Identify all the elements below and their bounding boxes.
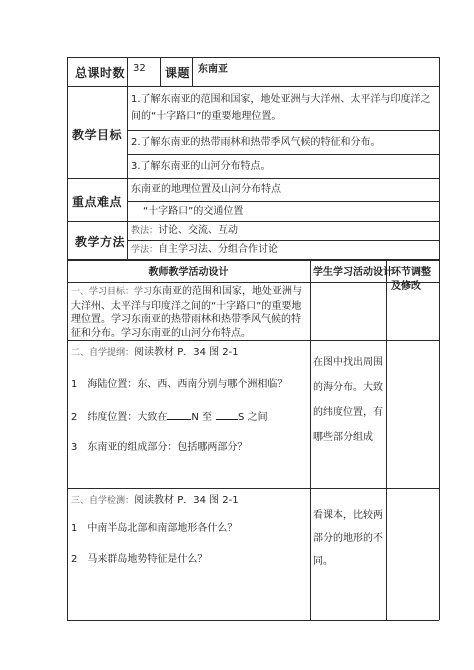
section2-student: 在图中找出周围的海分布。大致的纬度位置，有哪些部分组成	[313, 357, 383, 443]
goal-item-3: 3.了解东南亚的山河分布特点。	[131, 161, 271, 172]
col-adjust-header: 环节调整及修改	[391, 267, 431, 292]
method-learn-value: 自主学习法、分组合作讨论	[158, 244, 279, 255]
hours-label: 总课时数	[75, 66, 126, 80]
goal-item-1: 1.了解东南亚的范围和国家，地处亚洲与大洋州、太平洋与印度洋之间的“十字路口”的重要地理位置。	[131, 94, 431, 122]
section2-q2-b: N 至	[191, 412, 213, 423]
method-learn-prefix: 学法：	[131, 245, 159, 255]
section1-text	[71, 285, 307, 340]
keypoint-item-2: “十字路口”的交通位置	[143, 206, 244, 217]
section2-q2-a: 2 纬度位置：大致在	[71, 412, 168, 423]
topic-value: 东南亚	[198, 64, 228, 75]
col-student-header: 学生学习活动设计	[313, 267, 393, 278]
goals-label: 教学目标	[72, 128, 123, 142]
section3-prefix: 三、自学检测：	[71, 496, 135, 506]
section1-prefix: 一、学习目标：学习	[71, 287, 153, 297]
hours-value: 32	[133, 63, 146, 74]
method-teach-value: 讨论、交流、互动	[158, 225, 239, 236]
section2-heading	[71, 346, 239, 360]
col-teacher-header: 教师教学活动设计	[148, 267, 229, 278]
section2-title: 阅读教材 P．34 图 2-1	[134, 347, 239, 358]
lat-south-blank	[216, 410, 238, 420]
topic-label: 课题	[165, 66, 191, 80]
methods-label: 教学方法	[75, 235, 126, 249]
keypoint-item-1: 东南亚的地理位置及山河分布特点	[131, 184, 281, 195]
goal-item-2: 2.了解东南亚的热带雨林和热带季风气候的特征和分布。	[131, 137, 381, 148]
section2-prefix: 二、自学提纲：	[71, 348, 135, 358]
section2-q2-c: S 之间	[238, 412, 268, 423]
keypoints-label: 重点难点	[72, 195, 123, 209]
section3-heading	[71, 494, 239, 508]
section2-q2	[71, 410, 268, 425]
section1-body: 东南亚的范围和国家，地处亚洲与大洋州、太平洋与印度洋之间的“十字路口”的重要地理位置。学习东南亚的热带雨林和热带季风气候的特征和分布。学习东南亚的山河分布特点。	[71, 286, 303, 339]
lat-north-blank	[167, 410, 191, 420]
method-teach	[131, 224, 238, 238]
section3-q2: 2 马来群岛地势特征是什么？	[71, 554, 208, 565]
method-learn	[131, 243, 278, 257]
section3-student: 看课本，比较两部分的地形的不同。	[313, 510, 383, 567]
section3-title: 阅读教材 P．34 图 2-1	[134, 495, 239, 506]
section3-q1: 1 中南半岛北部和南部地形各什么？	[71, 523, 238, 534]
section2-q1: 1 海陆位置：东、西、西南分别与哪个洲相临？	[71, 379, 288, 390]
method-teach-prefix: 教法：	[131, 226, 159, 236]
section2-q3: 3 东南亚的组成部分：包括哪两部分？	[71, 442, 248, 453]
